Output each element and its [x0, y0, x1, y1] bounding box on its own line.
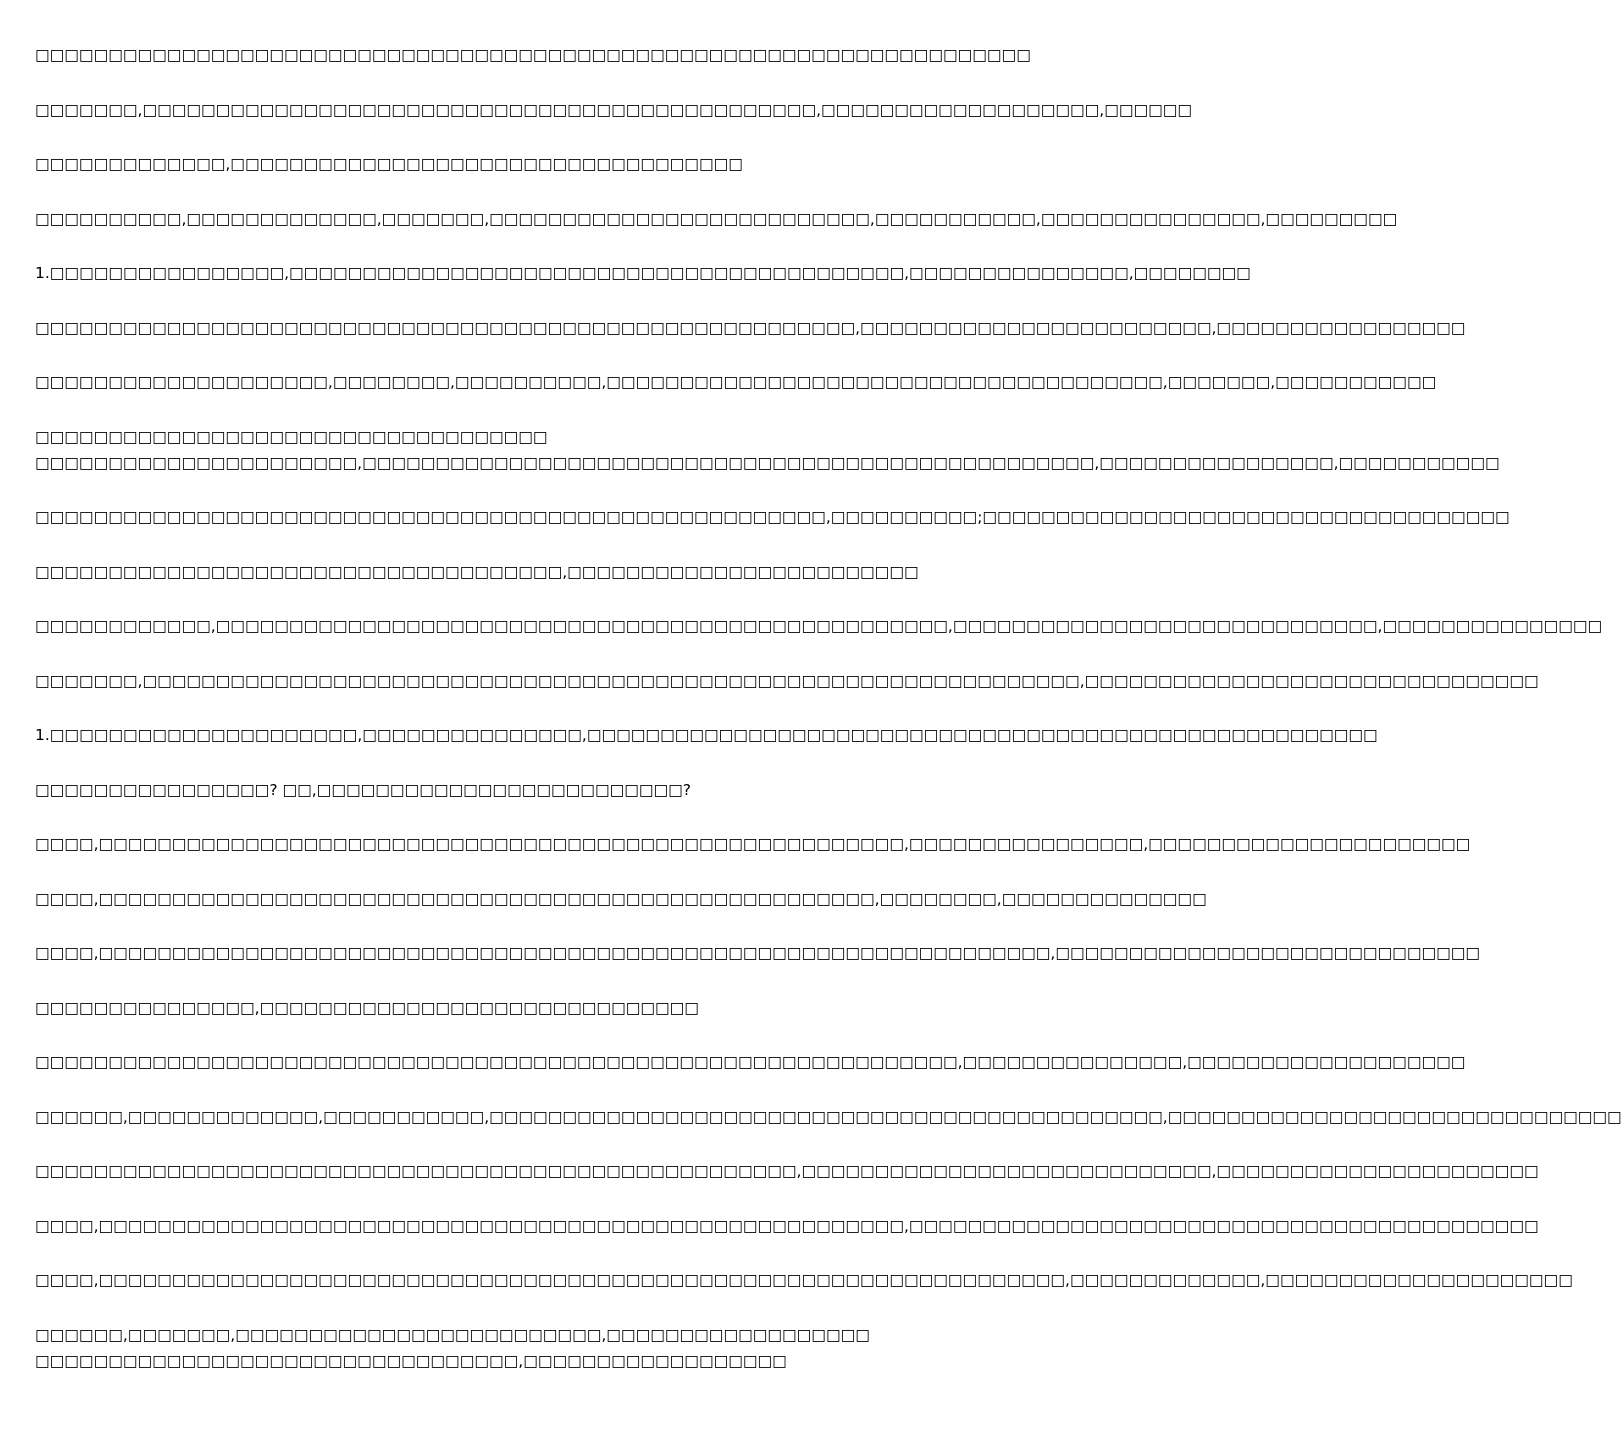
text-line: □□□□□□□□□□□□□□□□□□□□□□□□□□□□□□□□□□□□□□□□□□□□□□□□□□□□□□,□□□□□□□□□□;□□□□□□□□□□□□□□□□□□□□□□□□□□□□□□□□□□□□ [35, 508, 1510, 526]
text-line: □□□□□□□□□□□□□,□□□□□□□□□□□□□□□□□□□□□□□□□□□□□□□□□□□ [35, 155, 743, 173]
text-line: □□□□□□□□□□□□□□□□□□□□□□□□□□□□□□□□□□□□□□□□□□□□□□□□□□□□□□□□□□□□□□□□□□□□ [35, 46, 1031, 64]
text-line: □□□□□□,□□□□□□□□□□□□□,□□□□□□□□□□□,□□□□□□□□□□□□□□□□□□□□□□□□□□□□□□□□□□□□□□□□□□□□□□,□□□□□□□□□□□□□□□□□□□□□□□□□□□□□□□ [35, 1107, 1622, 1126]
text-line: □□□□□□□□□□□□□□□□□□□□□□□□□□□□□□□□□□□□□□□□□□□□□□□□□□□□□□□□□□□□□□□,□□□□□□□□□□□□□□□,□□□□□□□□□□□□□□□□□□□ [35, 1053, 1466, 1071]
text-line: □□□□,□□□□□□□□□□□□□□□□□□□□□□□□□□□□□□□□□□□□□□□□□□□□□□□□□□□□□,□□□□□□□□,□□□□□□□□□□□□□□ [35, 889, 1207, 908]
text-line: □□□□,□□□□□□□□□□□□□□□□□□□□□□□□□□□□□□□□□□□□□□□□□□□□□□□□□□□□□□□□□□□□□□□□□,□□□□□□□□□□□□□□□□□□□□□□□□□□□□□ [35, 944, 1481, 962]
text-line: □□□□□□□□□□□□□□□□□□□□□□□□□□□□□□□□□□□□,□□□□□□□□□□□□□□□□□□□□□□□□ [35, 562, 919, 581]
text-line: □□□□□□□,□□□□□□□□□□□□□□□□□□□□□□□□□□□□□□□□□□□□□□□□□□□□□□,□□□□□□□□□□□□□□□□□□□,□□□□□□ [35, 100, 1193, 119]
text-line: □□□□□□□□□□□□□□□□□□□□□□,□□□□□□□□□□□□□□□□□□□□□□□□□□□□□□□□□□□□□□□□□□□□□□□□□□,□□□□□□□□□□□□□□□□,□□□□□□□□□□□ [35, 453, 1500, 472]
text-line: □□□□□□□□□□□□□□□,□□□□□□□□□□□□□□□□□□□□□□□□□□□□□□ [35, 998, 699, 1017]
text-line: □□□□,□□□□□□□□□□□□□□□□□□□□□□□□□□□□□□□□□□□□□□□□□□□□□□□□□□□□□□□□□□□□□□□□□□,□□□□□□□□□□□□□,□□□□□□□□□□□□□□□□□□□□□ [35, 1271, 1573, 1289]
text-line: □□□□□□□,□□□□□□□□□□□□□□□□□□□□□□□□□□□□□□□□□□□□□□□□□□□□□□□□□□□□□□□□□□□□□□□□,□□□□□□□□□□□□□□□□□□□□□□□□□□□□□□□ [35, 671, 1539, 690]
text-line: □□□□,□□□□□□□□□□□□□□□□□□□□□□□□□□□□□□□□□□□□□□□□□□□□□□□□□□□□□□□,□□□□□□□□□□□□□□□□,□□□□□□□□□□□□□□□□□□□□□□ [35, 835, 1471, 853]
text-line: □□□□□□□□□□□□,□□□□□□□□□□□□□□□□□□□□□□□□□□□□□□□□□□□□□□□□□□□□□□□□□□,□□□□□□□□□□□□□□□□□□□□□□□□□□□□□,□□□□□□□□□□□□□□□ [35, 617, 1603, 635]
text-line: □□□□□□□□□□□□□□□□□□□□,□□□□□□□□,□□□□□□□□□□,□□□□□□□□□□□□□□□□□□□□□□□□□□□□□□□□□□□□□□,□□□□□□□,□□□□□□□□□□□ [35, 373, 1437, 391]
text-line: □□□□□□□□□□□□□□□□? □□,□□□□□□□□□□□□□□□□□□□□□□□□□? [35, 780, 692, 799]
text-line: □□□□□□□□□□□□□□□□□□□□□□□□□□□□□□□□□□□ [35, 427, 548, 446]
text-line: □□□□□□□□□□□□□□□□□□□□□□□□□□□□□□□□□,□□□□□□□□□□□□□□□□□□ [35, 1351, 787, 1370]
text-line: □□□□□□□□□□□□□□□□□□□□□□□□□□□□□□□□□□□□□□□□□□□□□□□□□□□□□□□□,□□□□□□□□□□□□□□□□□□□□□□□□,□□□□□□□□□□□□□□□□□ [35, 318, 1466, 337]
text-line: □□□□□□□□□□□□□□□□□□□□□□□□□□□□□□□□□□□□□□□□□□□□□□□□□□□□,□□□□□□□□□□□□□□□□□□□□□□□□□□□□,□□□□□□□□□□□□□□□□□□□□□□ [35, 1162, 1539, 1180]
text-line: 1.□□□□□□□□□□□□□□□□,□□□□□□□□□□□□□□□□□□□□□□□□□□□□□□□□□□□□□□□□□□,□□□□□□□□□□□□□□□,□□□□□□□□ [35, 264, 1251, 282]
text-line: □□□□,□□□□□□□□□□□□□□□□□□□□□□□□□□□□□□□□□□□□□□□□□□□□□□□□□□□□□□□,□□□□□□□□□□□□□□□□□□□□□□□□□□□□□□□□□□□□□□□□□□□ [35, 1216, 1539, 1235]
text-line: □□□□□□,□□□□□□□,□□□□□□□□□□□□□□□□□□□□□□□□□,□□□□□□□□□□□□□□□□□□ [35, 1325, 870, 1344]
text-line: □□□□□□□□□□,□□□□□□□□□□□□□,□□□□□□□,□□□□□□□□□□□□□□□□□□□□□□□□□□,□□□□□□□□□□□,□□□□□□□□□□□□□□□,□□□□□□□□□ [35, 209, 1398, 228]
text-line: 1.□□□□□□□□□□□□□□□□□□□□□,□□□□□□□□□□□□□□□,□□□□□□□□□□□□□□□□□□□□□□□□□□□□□□□□□□□□□□□□□□□□□□□□□□□□□□ [35, 726, 1378, 744]
document-body [35, 44, 1622, 1404]
